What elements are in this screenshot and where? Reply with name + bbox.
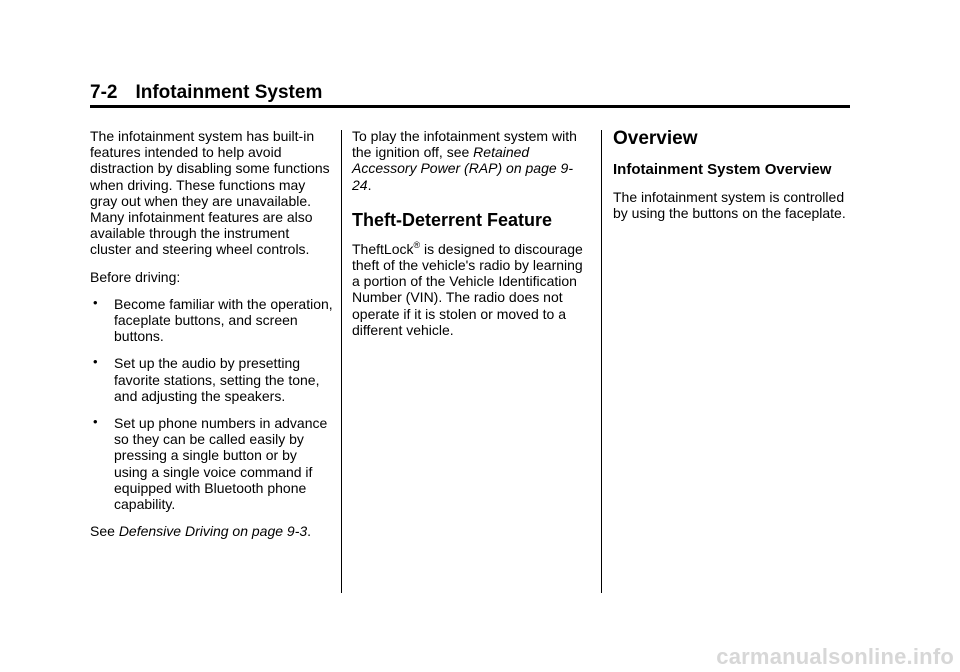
column-2 — [352, 128, 592, 349]
defensive-driving-link[interactable]: Defensive Driving on page 9-3 — [118, 523, 308, 540]
list-item-text: Set up the audio by presetting favorite stations, setting the tone, and adjusting the speakers. — [114, 355, 320, 404]
column-3 — [613, 128, 853, 232]
see-also-paragraph — [90, 523, 334, 539]
intro-paragraph: The infotainment system has built-in features intended to help avoid distraction by disabling some functions when driving. These functions may gray out when they are unavailable. Many infotainment features are also available through the instrument cluster and steering wheel controls. — [90, 128, 330, 258]
system-overview-subheading: Infotainment System Overview — [613, 161, 832, 178]
section-title: Infotainment System — [135, 82, 323, 103]
before-driving-list — [90, 296, 334, 512]
overview-paragraph: The infotainment system is controlled by using the buttons on the faceplate. — [613, 189, 846, 222]
page-number: 7-2 — [90, 82, 118, 103]
column-divider-right — [601, 130, 602, 593]
bullet-icon: • — [93, 354, 98, 370]
watermark: carmanualsonline.info — [716, 644, 954, 669]
list-item-text: Set up phone numbers in advance so they can be called easily by pressing a single button or by using a single voice command if equipped with Bluetooth phone capability. — [114, 415, 328, 513]
before-driving-label: Before driving: — [90, 268, 181, 285]
theftlock-brand: TheftLock — [352, 240, 414, 257]
list-item — [90, 296, 334, 345]
see-prefix: See — [90, 523, 119, 540]
ignition-prefix: To play the infotainment system with the ignition off, see — [352, 128, 577, 161]
bullet-icon: • — [93, 414, 98, 430]
ignition-suffix: . — [367, 176, 372, 193]
page-header — [90, 81, 850, 107]
header-text — [90, 81, 322, 105]
list-item-text: Become familiar with the operation, faceplate buttons, and screen buttons. — [114, 295, 333, 345]
bullet-icon: • — [93, 294, 98, 310]
rap-link[interactable]: Retained Accessory Power (RAP) on page 9-24 — [352, 144, 573, 193]
column-1 — [90, 128, 334, 550]
overview-heading: Overview — [613, 128, 698, 149]
theftlock-text: is designed to discourage theft of the vehicle's radio by learning a portion of the Vehicle Identification Number (VIN). The radio does not operate if it is stolen or moved to a different vehicle. — [352, 240, 583, 338]
see-suffix: . — [307, 523, 312, 540]
header-rule — [90, 105, 850, 108]
ignition-off-paragraph — [352, 128, 592, 193]
theft-deterrent-heading: Theft-Deterrent Feature — [352, 209, 553, 230]
column-divider-left — [341, 130, 342, 593]
theftlock-paragraph — [352, 241, 592, 338]
list-item — [90, 355, 334, 404]
registered-mark: ® — [413, 239, 421, 250]
list-item — [90, 415, 334, 512]
